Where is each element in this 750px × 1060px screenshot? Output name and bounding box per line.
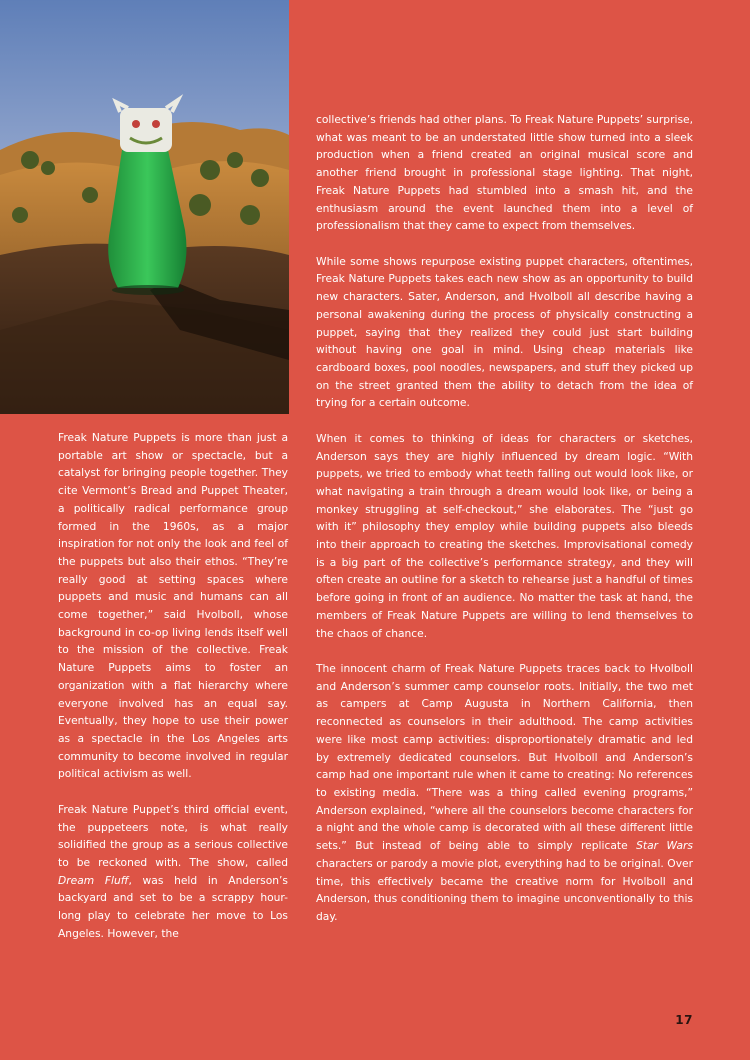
body-paragraph bbox=[58, 801, 288, 943]
article-photo bbox=[0, 0, 289, 414]
show-title: Dream Fluff bbox=[58, 873, 129, 887]
paragraph-text: The innocent charm of Freak Nature Puppets traces back to Hvolboll and Anderson’s summer camp counselor roots. Initially, the two met as campers at Camp Augusta in Northern California, then reconnected as counselors in their adulthood. The camp activities were like most camp activities: disproportionately dramatic and led by extremely dedicated counselors. But Hvolboll and Anderson’s camp had one important rule when it came to creating: No references to existing media. “There was a thing called evening programs,” Anderson explained, “where all the counselors become characters for a night and the whole camp is decorated with all these different little sets.” But instead of being able to simply replicate bbox=[316, 662, 693, 853]
paragraph-text: , was held in Anderson’s backyard and set to be a scrappy hour-long play to celebrate her move to Los Angeles. However, the bbox=[58, 873, 288, 940]
body-paragraph bbox=[316, 660, 693, 926]
body-paragraph: When it comes to thinking of ideas for characters or sketches, Anderson says they are highly influenced by dream logic. “With puppets, we tried to embody what teeth falling out would look like, or what navigating a train through a dream would look like, or being a monkey struggling at self-checkout,” she elaborates. The “just go with it” philosophy they employ while building puppets also bleeds into their approach to creating the sketches. Improvisational comedy is a big part of the collective’s performance strategy, and they will often create an outline for a sketch to rehearse just a handful of times before going in front of an audience. No matter the task at hand, the members of Freak Nature Puppets are willing to lend themselves to the chaos of chance. bbox=[316, 431, 693, 640]
paragraph-text: characters or parody a movie plot, everything had to be original. Over time, this effectively became the creative norm for Hvolboll and Anderson, thus conditioning them to imagine unconventionally to this day. bbox=[316, 856, 693, 923]
puppet-photo-illustration bbox=[0, 0, 289, 414]
paragraph-text: Freak Nature Puppet’s third official event, the puppeteers note, is what really solidified the group as a serious collective to be reckoned with. The show, called bbox=[58, 802, 288, 869]
left-text-column bbox=[58, 429, 288, 960]
page-number: 17 bbox=[675, 1013, 693, 1027]
film-title: Star Wars bbox=[636, 839, 693, 853]
body-paragraph: While some shows repurpose existing puppet characters, oftentimes, Freak Nature Puppets takes each new show as an opportunity to build new characters. Sater, Anderson, and Hvolboll all describe having a personal awakening during the process of physically constructing a puppet, saying that they realized they could just start building without having one goal in mind. Using cheap materials like cardboard boxes, pool noodles, newspapers, and stuff they picked up on the street granted them the ability to detach from the idea of trying for a certain outcome. bbox=[316, 254, 693, 410]
body-paragraph: collective’s friends had other plans. To Freak Nature Puppets’ surprise, what was meant to be an understated little show turned into a sleek production when a friend created an original musical score and another friend brought in professional stage lighting. That night, Freak Nature Puppets had stumbled into a smash hit, and the enthusiasm around the event launched them into a level of professionalism that they came to expect from themselves. bbox=[316, 113, 693, 233]
right-text-column bbox=[316, 111, 693, 943]
body-paragraph: Freak Nature Puppets is more than just a portable art show or spectacle, but a catalyst for bringing people together. They cite Vermont’s Bread and Puppet Theater, a politically radical performance group formed in the 1960s, as a major inspiration for not only the look and feel of the puppets but also their ethos. “They’re really good at setting spaces where puppets and music and humans can all come together,” said Hvolboll, whose background in co-op living lends itself well to the mission of the collective. Freak Nature Puppets aims to foster an organization with a flat hierarchy where everyone involved has an equal say. Eventually, they hope to use their power as a spectacle in the Los Angeles arts community to become involved in regular political activism as well. bbox=[58, 431, 288, 781]
